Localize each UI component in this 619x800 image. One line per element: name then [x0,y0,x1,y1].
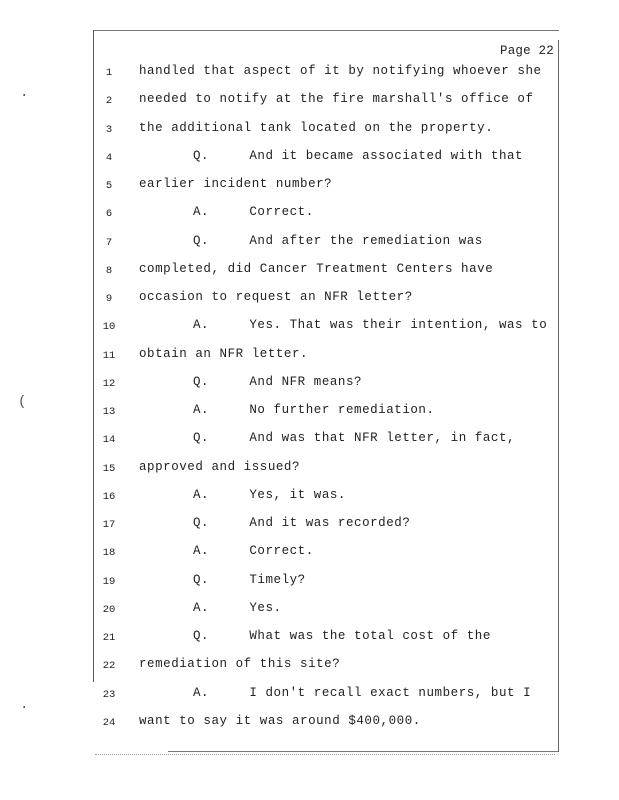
page-border-top [93,30,559,31]
line-text: want to say it was around $400,000. [139,713,421,728]
margin-mark: · [20,700,29,716]
line-text: needed to notify at the fire marshall's office of [139,92,534,107]
line-number: 23 [102,688,116,701]
line-number: 6 [105,208,113,221]
transcript-line [0,516,619,536]
line-number: 13 [102,406,116,418]
transcript-line [0,544,619,564]
bottom-scan-artifact [95,754,555,755]
transcript-line [0,686,619,706]
line-text: approved and issued? [139,459,301,474]
line-text: Q. And NFR means? [193,374,363,389]
line-number: 24 [102,716,116,729]
transcript-line [0,347,619,367]
line-number: 9 [105,293,113,305]
line-number: 8 [105,264,113,277]
line-text: the additional tank located on the property. [139,120,494,135]
line-text: Q. What was the total cost of the [193,629,491,643]
transcript-line [0,262,619,282]
line-text: A. I don't recall exact numbers, but I [193,685,532,700]
transcript-line [0,318,619,338]
line-text: completed, did Cancer Treatment Centers have [139,261,494,276]
transcript-line [0,431,619,451]
transcript-line [0,488,619,508]
transcript-line [0,64,619,84]
line-text: earlier incident number? [139,177,333,191]
line-number: 1 [105,67,113,79]
line-text: Q. And it was recorded? [193,516,411,530]
line-number: 12 [102,377,116,390]
line-text: handled that aspect of it by notifying whoever she [139,64,542,78]
transcript-line [0,573,619,593]
transcript-line [0,290,619,310]
line-number: 17 [102,519,116,531]
line-text: A. Yes. [193,600,282,615]
transcript-line [0,657,619,677]
margin-mark: · [20,88,29,104]
line-number: 16 [102,490,116,503]
page-border-bottom [168,751,558,752]
line-text: occasion to request an NFR letter? [139,290,413,304]
line-text: A. Correct. [193,544,314,559]
line-number: 22 [102,660,116,673]
transcript-line [0,177,619,197]
line-text: A. Yes, it was. [193,487,346,502]
line-number: 5 [105,180,113,192]
line-number: 4 [105,151,113,164]
line-text: Q. And was that NFR letter, in fact, [193,431,516,446]
transcript-line [0,460,619,480]
line-number: 15 [102,462,116,475]
transcript-line [0,121,619,141]
line-text: A. No further remediation. [193,403,435,417]
line-number: 11 [102,349,116,362]
line-number: 10 [102,321,116,334]
line-number: 18 [102,547,116,560]
transcript-line [0,714,619,734]
line-text: obtain an NFR letter. [139,346,309,361]
line-number: 2 [105,95,113,108]
transcript-line [0,149,619,169]
line-text: A. Yes. That was their intention, was to [193,318,548,333]
line-text: A. Correct. [193,205,314,220]
transcript-line [0,601,619,621]
line-text: remediation of this site? [139,657,341,672]
transcript-line [0,234,619,254]
transcript-line [0,403,619,423]
line-text: Q. And after the remediation was [193,233,483,248]
line-number: 20 [102,603,116,616]
line-number: 3 [105,123,113,136]
transcript-line [0,629,619,649]
line-text: Q. And it became associated with that [193,148,524,163]
transcript-line [0,375,619,395]
line-number: 7 [105,236,113,249]
transcript-line [0,92,619,112]
line-number: 14 [102,434,116,447]
line-number: 19 [102,575,116,588]
line-number: 21 [102,632,116,644]
margin-mark: ( [18,394,27,410]
line-text: Q. Timely? [193,572,306,587]
page-number: Page 22 [500,44,554,58]
transcript-line [0,205,619,225]
